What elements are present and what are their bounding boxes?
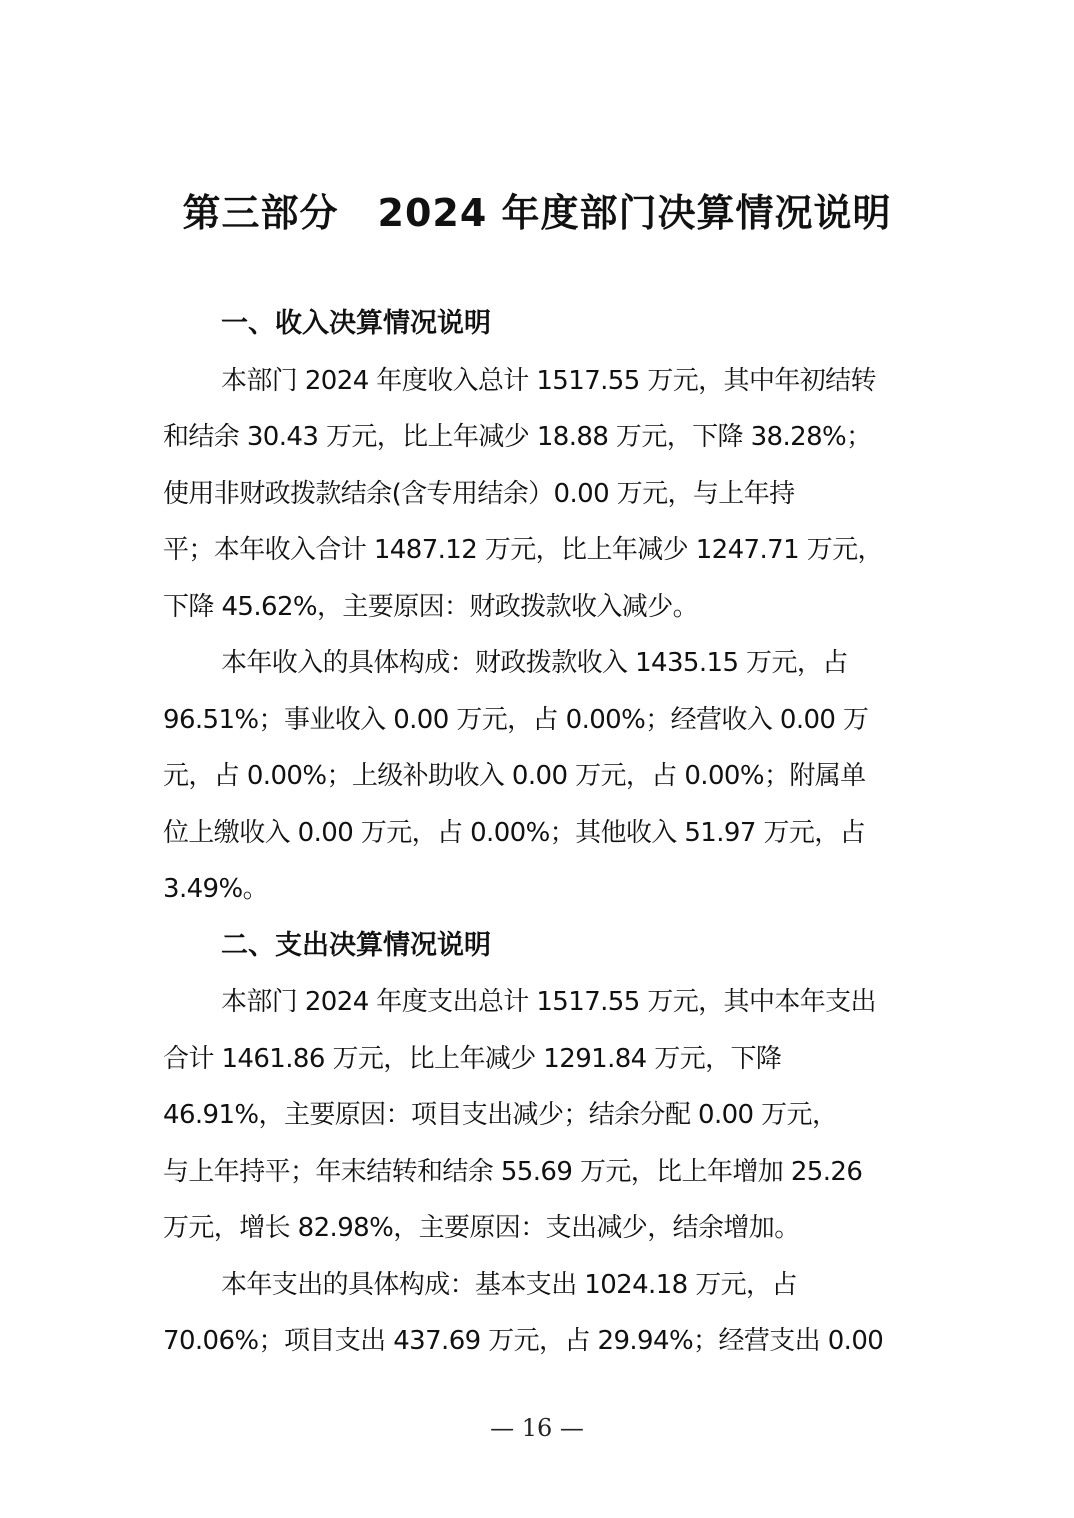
paragraph-line: 本年支出的具体构成：基本支出 1024.18 万元，占 bbox=[221, 1269, 797, 1300]
paragraph-line: 平；本年收入合计 1487.12 万元，比上年减少 1247.71 万元， bbox=[163, 535, 883, 565]
paragraph-line: 元，占 0.00%；上级补助收入 0.00 万元，占 0.00%；附属单 bbox=[163, 761, 866, 791]
paragraph-line: 和结余 30.43 万元，比上年减少 18.88 万元，下降 38.28%； bbox=[163, 422, 872, 452]
paragraph-line: 本部门 2024 年度收入总计 1517.55 万元，其中年初结转 bbox=[221, 365, 876, 396]
paragraph-line: 与上年持平；年末结转和结余 55.69 万元，比上年增加 25.26 bbox=[163, 1156, 863, 1187]
paragraph-line: 46.91%，主要原因：项目支出减少；结余分配 0.00 万元， bbox=[163, 1100, 838, 1130]
paragraph-line: 合计 1461.86 万元，比上年减少 1291.84 万元，下降 bbox=[163, 1043, 782, 1074]
paragraph-line: 70.06%；项目支出 437.69 万元，占 29.94%；经营支出 0.00 bbox=[163, 1326, 884, 1356]
page-title: 第三部分 2024 年度部门决算情况说明 bbox=[182, 191, 892, 235]
paragraph-line: 3.49%。 bbox=[163, 874, 268, 904]
paragraph-line: 使用非财政拨款结余(含专用结余）0.00 万元，与上年持 bbox=[163, 478, 795, 509]
paragraph-line: 下降 45.62%，主要原因：财政拨款收入减少。 bbox=[163, 591, 699, 622]
expenditure-composition-paragraph bbox=[163, 1257, 915, 1370]
income-composition-paragraph bbox=[163, 635, 915, 918]
section-heading-expenditure: 二、支出决算情况说明 bbox=[221, 929, 491, 961]
paragraph-line: 96.51%；事业收入 0.00 万元，占 0.00%；经营收入 0.00 万 bbox=[163, 704, 869, 735]
paragraph-line: 万元，增长 82.98%，主要原因：支出减少，结余增加。 bbox=[163, 1213, 800, 1243]
paragraph-line: 本年收入的具体构成：财政拨款收入 1435.15 万元，占 bbox=[221, 648, 848, 678]
section-heading-income: 一、收入决算情况说明 bbox=[221, 308, 491, 339]
expenditure-total-paragraph bbox=[163, 974, 915, 1257]
paragraph-line: 位上缴收入 0.00 万元，占 0.00%；其他收入 51.97 万元，占 bbox=[163, 817, 866, 848]
paragraph-line: 本部门 2024 年度支出总计 1517.55 万元，其中本年支出 bbox=[221, 987, 876, 1017]
page-number: — 16 — bbox=[490, 1414, 584, 1442]
income-total-paragraph bbox=[163, 353, 915, 636]
document-body bbox=[163, 296, 915, 1370]
